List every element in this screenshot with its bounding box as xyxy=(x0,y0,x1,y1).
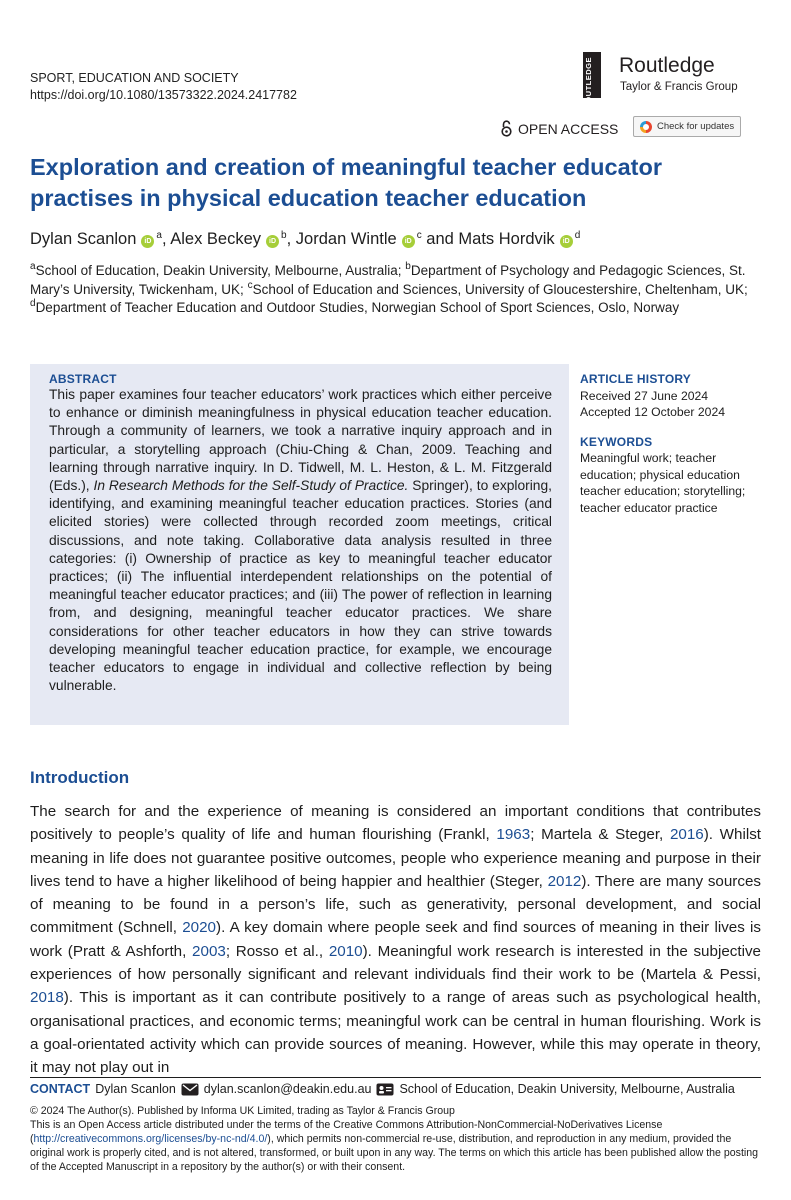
paragraph-text: ). There are many sources of meaning to be found in a person’s life, such as generativity, personal development, and social commitment (Schnell, xyxy=(30,872,761,937)
author-list: Dylan Scanlon $iD^a$, Alex Beckey $iD^b$, Jordan Wintle $iD^c$ and Mats Hordvik $iD^d$ xyxy=(30,230,581,248)
license-text: This is an Open Access article distributed under the terms of the Creative Commons Attribution-NonCommercial-NoDerivatives License (http://creativecommons.org/licenses/by-nc-nd/4.0/), which permits non-commercial re-use, distribution, and reproduction in any medium, provided the original work is properly cited, and is not altered, transformed, or built upon in any way. The terms on which this article has been published allow the posting of the Accepted Manuscript in a repository by the author(s) or with their consent. xyxy=(30,1119,759,1173)
citation-link[interactable]: 2012 xyxy=(547,872,582,890)
paragraph-text: ). Whilst meaning in life does not guarantee positive outcomes, people who experience meaning and purpose in their lives tend to have a higher likelihood of being happier and healthier (Steger, xyxy=(30,826,762,890)
orcid-icon[interactable]: iD xyxy=(266,235,279,248)
keywords-list: Meaningful work; teacher education; physical education teacher education; storytelling; teacher educator practice xyxy=(580,451,746,515)
paragraph-text: ; Martela & Steger, xyxy=(530,826,670,844)
paragraph-text: ). This is important as it can contribute positively to a range of areas such as psychological health, organisational practices, and economic terms; meaningful work can be central in human flourishing. Work is a goal-orientated activity which can provide sources of meaning. However, while this may operate in theory, it may not play out in xyxy=(30,989,761,1077)
paragraph-text: The search for and the experience of meaning is considered an important conditions that contributes positively to people’s quality of life and human flourishing (Frankl, xyxy=(30,803,761,844)
check-for-updates-button[interactable] xyxy=(633,116,741,137)
citation-link[interactable]: 1963 xyxy=(496,826,531,844)
author-name[interactable]: Alex Beckey xyxy=(170,230,262,248)
open-access-badge xyxy=(500,120,618,137)
accepted-date: Accepted 12 October 2024 xyxy=(580,405,725,419)
introduction-paragraph xyxy=(30,800,761,1080)
citation-link[interactable]: 2003 xyxy=(192,942,226,960)
address-card-icon xyxy=(376,1083,394,1096)
journal-header xyxy=(30,70,297,104)
article-sidebar xyxy=(580,371,770,516)
abstract-text: This paper examines four teacher educators’ work practices which either perceive to enhance or diminish meaningfulness in physical education teacher education. Through a community of learners, we took a narrative inquiry approach and in particular, a storytelling approach (Chiu-Ching & Chan, 2009. Teaching and learning through narrative inquiry. In D. Tidwell, M. L. Heston, & L. M. Fitzgerald (Eds.), In Research Methods for the Self-Study of Practice. Springer), to exploring, identifying, and examining meaningful teacher education practices. Stories (and elicited stories) were collected through recorded zoom meetings, critical discussions, and note taking. Collaborative data analysis resulted in three categories: (i) Ownership of practice as key to meaningful teacher educator practices; (ii) The influential interdependent relationships on the potential of meaningful teacher educator practices; and (iii) The power of reflection in learning from, and designing, meaningful teacher educator practices. We share considerations for other teacher educators in how they can strive towards developing meaningful teacher education practice, for example, we encourage teacher educators to engage in individual and collective reflection by being vulnerable. xyxy=(49,387,552,694)
author-name[interactable]: Mats Hordvik xyxy=(458,230,555,248)
introduction-heading: Introduction xyxy=(30,768,130,787)
contact-name: Dylan Scanlon xyxy=(95,1082,176,1096)
license-link[interactable]: http://creativecommons.org/licenses/by-nc-nd/4.0/ xyxy=(33,1133,268,1145)
publisher-name: Routledge xyxy=(619,54,715,77)
author-name[interactable]: Jordan Wintle xyxy=(295,230,397,248)
orcid-icon[interactable]: iD xyxy=(402,235,415,248)
contact-email[interactable]: dylan.scanlon@deakin.edu.au xyxy=(203,1082,372,1096)
article-history-heading: ARTICLE HISTORY xyxy=(580,372,692,386)
author-sup: a xyxy=(156,230,162,241)
publisher-group: Taylor & Francis Group xyxy=(620,81,738,93)
email-icon xyxy=(181,1083,199,1096)
author-sup: b xyxy=(281,230,287,241)
license-footer xyxy=(30,1104,761,1174)
keywords-heading: KEYWORDS xyxy=(580,434,653,449)
crossmark-icon xyxy=(640,121,652,133)
orcid-icon[interactable]: iD xyxy=(141,235,154,248)
author-name[interactable]: Dylan Scanlon xyxy=(30,230,137,248)
citation-link[interactable]: 2018 xyxy=(30,989,64,1007)
abstract-heading: ABSTRACT xyxy=(49,372,117,386)
footer-divider xyxy=(30,1077,761,1078)
author-sup: d xyxy=(574,230,581,241)
open-lock-icon xyxy=(500,120,513,137)
journal-name: SPORT, EDUCATION AND SOCIETY xyxy=(30,71,239,85)
abstract-box xyxy=(30,364,569,725)
citation-link[interactable]: 2010 xyxy=(328,942,363,960)
doi-link[interactable]: https://doi.org/10.1080/13573322.2024.2417782 xyxy=(30,88,297,102)
contact-line xyxy=(30,1081,735,1098)
paragraph-text: ; Rosso et al., xyxy=(225,942,329,960)
routledge-mark-icon: ROUTLEDGE xyxy=(583,52,601,98)
received-date: Received 27 June 2024 xyxy=(580,388,709,403)
citation-link[interactable]: 2020 xyxy=(182,919,217,937)
copyright-line: © 2024 The Author(s). Published by Informa UK Limited, trading as Taylor & Francis Group xyxy=(30,1105,455,1117)
citation-link[interactable]: 2016 xyxy=(669,826,704,844)
article-title: Exploration and creation of meaningful teacher educator practises in physical education teacher education xyxy=(30,154,662,211)
check-for-updates-label: Check for updates xyxy=(657,121,735,132)
paragraph-text: ). A key domain where people seek and find sources of meaning in their lives is work (Pratt & Ashforth, xyxy=(30,919,762,960)
affiliations: $^a$School of Education, Deakin University, Melbourne, Australia; $^b$Department of Psychology and Pedagogic Sciences, St. Mary’s University, Twickenham, UK; $^c$School of Education and Sciences, University of Gloucestershire, Cheltenham, UK; $^d$Department of Teacher Education and Outdoor Studies, Norwegian School of Sport Sciences, Oslo, Norway xyxy=(30,261,748,315)
routledge-logo[interactable] xyxy=(583,52,763,109)
author-sup: c xyxy=(416,230,422,241)
paragraph-text: ). Meaningful work research is interested in the subjective experiences of how personally significant and relevant individuals find their work to be (Martela & Pessi, xyxy=(30,942,762,984)
orcid-icon[interactable]: iD xyxy=(560,235,573,248)
open-access-label: OPEN ACCESS xyxy=(518,120,619,137)
contact-address: School of Education, Deakin University, Melbourne, Australia xyxy=(399,1082,735,1096)
contact-label: CONTACT xyxy=(30,1082,91,1096)
